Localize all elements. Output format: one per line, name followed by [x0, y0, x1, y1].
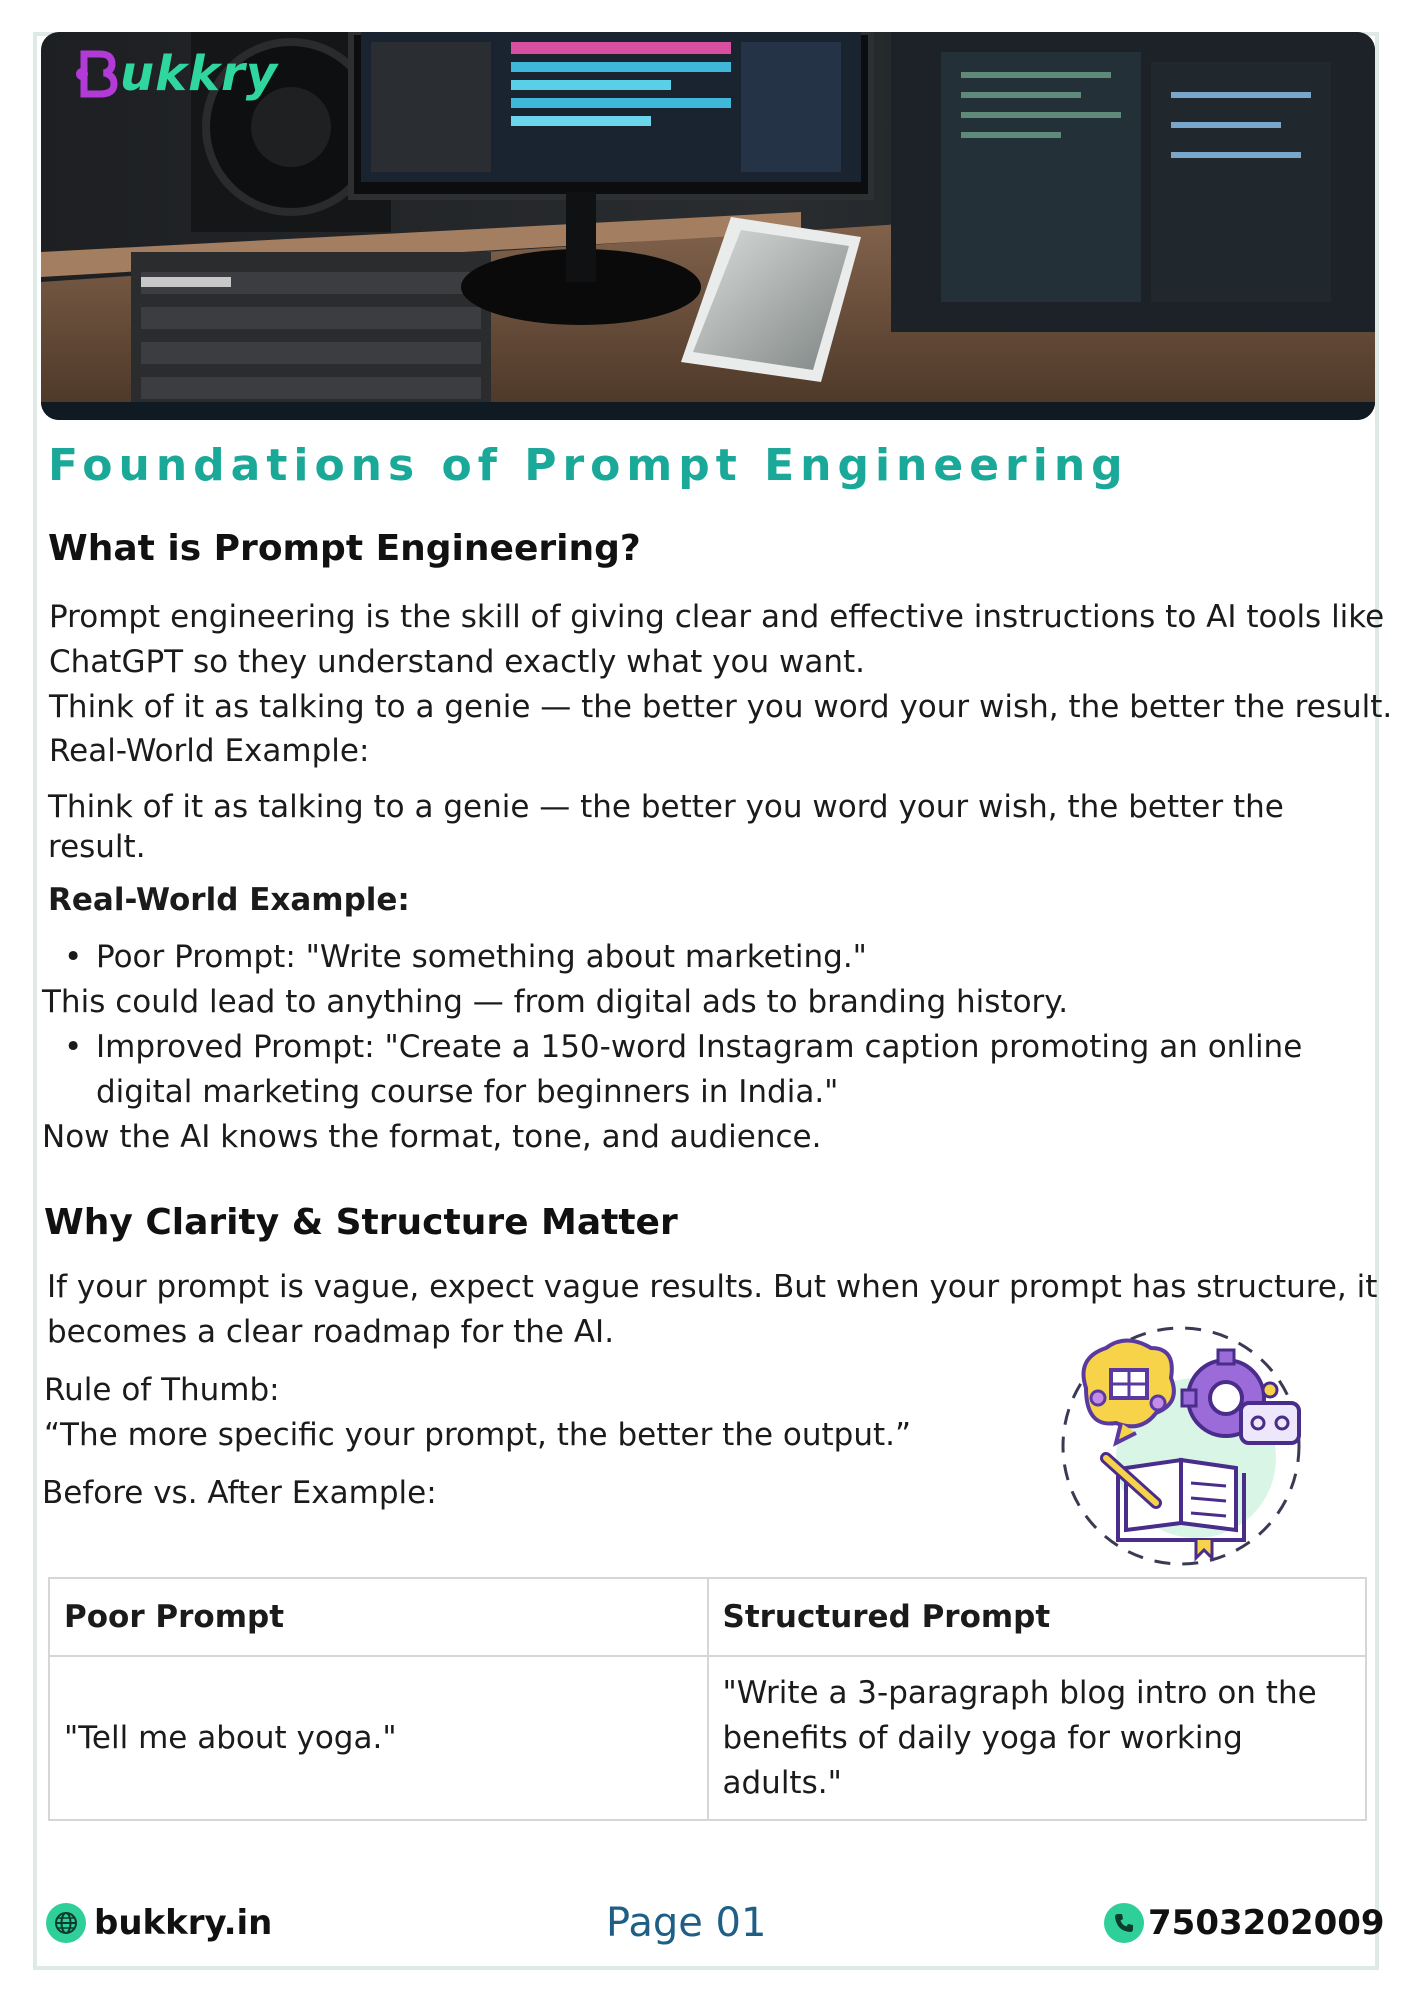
improved-prompt-line2: digital marketing course for beginners in India." [96, 1074, 839, 1110]
section2-heading: Why Clarity & Structure Matter [44, 1202, 678, 1243]
table-cell-poor: "Tell me about yoga." [49, 1656, 708, 1820]
table-header-structured: Structured Prompt [708, 1578, 1367, 1656]
footer-phone[interactable] [1104, 1903, 1385, 1943]
compare-label: Before vs. After Example: [42, 1475, 437, 1511]
list-item-improved-prompt: • Improved Prompt: "Create a 150-word Instagram caption promoting an online [96, 1025, 1302, 1070]
footer-website[interactable] [46, 1903, 272, 1943]
poor-prompt-note: This could lead to anything — from digital ads to branding history. [42, 984, 1069, 1020]
rule-quote: “The more specific your prompt, the better the output.” [44, 1417, 912, 1453]
page-title: Foundations of Prompt Engineering [48, 440, 1129, 491]
list-item-poor-prompt: • Poor Prompt: "Write something about marketing." [96, 935, 867, 980]
page-number: Page 01 [606, 1900, 767, 1946]
section2-para-line2: becomes a clear roadmap for the AI. [47, 1314, 615, 1350]
table-row [49, 1656, 1366, 1820]
improved-prompt-note: Now the AI knows the format, tone, and audience. [42, 1119, 822, 1155]
table-header-poor: Poor Prompt [49, 1578, 708, 1656]
example-label: Real-World Example: [48, 882, 410, 918]
section1-heading: What is Prompt Engineering? [48, 528, 641, 569]
logo-mark-icon [74, 48, 118, 100]
section2-para-line1: If your prompt is vague, expect vague results. But when your prompt has structure, it [47, 1269, 1378, 1305]
section1-para1-line1: Prompt engineering is the skill of giving clear and effective instructions to AI tools like [49, 599, 1385, 635]
table-header-row [49, 1578, 1366, 1656]
rule-label: Rule of Thumb: [44, 1372, 280, 1408]
logo-text: ukkry [120, 46, 278, 102]
section1-para1-line3: Think of it as talking to a genie — the better you word your wish, the better the result. [49, 689, 1393, 725]
section1-para2-line1: Think of it as talking to a genie — the better you word your wish, the better the [48, 789, 1284, 825]
section1-para1-line2: ChatGPT so they understand exactly what you want. [49, 644, 865, 680]
comparison-table [48, 1577, 1367, 1821]
phone-number[interactable]: 7503202009 [1148, 1903, 1385, 1943]
section1-para2-line2: result. [48, 829, 146, 865]
section1-para1-line4: Real-World Example: [49, 733, 370, 769]
phone-icon [1104, 1903, 1144, 1943]
brand-logo [74, 46, 278, 102]
table-cell-structured: "Write a 3-paragraph blog intro on the benefits of daily yoga for working adults." [708, 1656, 1367, 1820]
website-link[interactable]: bukkry.in [94, 1903, 273, 1943]
globe-icon [46, 1903, 86, 1943]
brain-gear-book-illustration [1046, 1318, 1316, 1572]
